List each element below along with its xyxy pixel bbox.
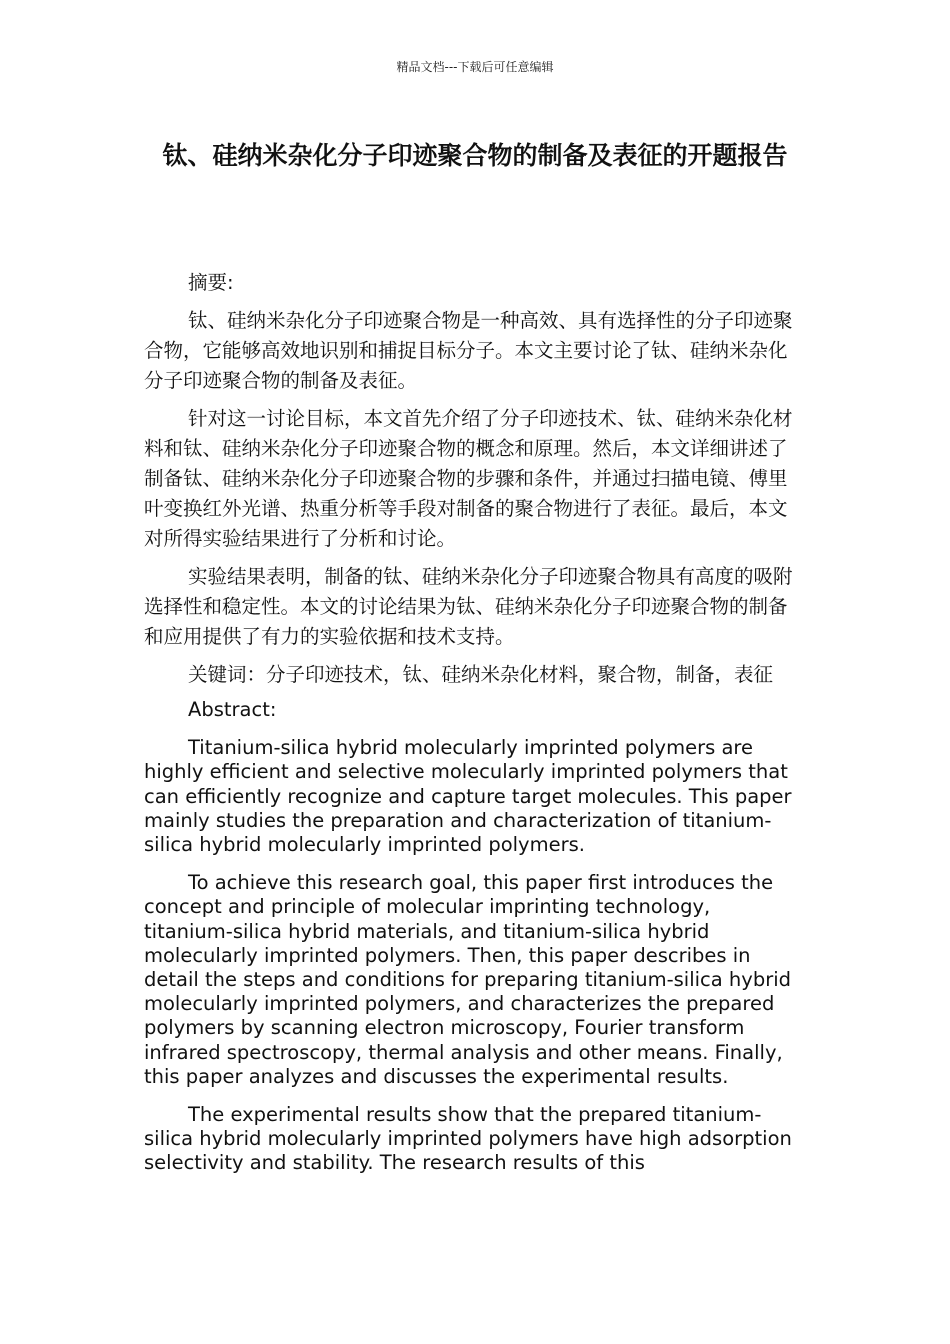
abstract-paragraph-en-2: To achieve this research goal, this paper first introduces the concept and principle of molecular imprinting technology, titanium-silica hybrid materials, and titanium-silica hybrid molecularly imprinted polymers. Then, this paper describes in detail the steps and conditions for preparing titanium-silica hybrid molecularly imprinted polymers, and characterizes the prepared polymers by scanning electron microscopy, Fourier transform infrared spectroscopy, thermal analysis and other means. Finally, this paper analyzes and discusses the experimental results. [144, 871, 792, 1088]
abstract-paragraph-zh-1: 钛、硅纳米杂化分子印迹聚合物是一种高效、具有选择性的分子印迹聚合物，它能够高效地识别和捕捉目标分子。本文主要讨论了钛、硅纳米杂化分子印迹聚合物的制备及表征。 [144, 309, 793, 392]
header-note: 精品文档---下载后可任意编辑 [396, 60, 554, 74]
abstract-paragraph-en-3: The experimental results show that the prepared titanium-silica hybrid molecularly imprinted polymers have high adsorption selectivity and stability. The research results of this [144, 1103, 792, 1175]
abstract-paragraph-zh-2: 针对这一讨论目标，本文首先介绍了分子印迹技术、钛、硅纳米杂化材料和钛、硅纳米杂化分子印迹聚合物的概念和原理。然后，本文详细讲述了制备钛、硅纳米杂化分子印迹聚合物的步骤和条件，并通过扫描电镜、傅里叶变换红外光谱、热重分析等手段对制备的聚合物进行了表征。最后，本文对所得实验结果进行了分析和讨论。 [144, 407, 793, 550]
abstract-label-zh: 摘要: [188, 271, 234, 294]
abstract-paragraph-zh-3: 实验结果表明，制备的钛、硅纳米杂化分子印迹聚合物具有高度的吸附选择性和稳定性。本文的讨论结果为钛、硅纳米杂化分子印迹聚合物的制备和应用提供了有力的实验依据和技术支持。 [144, 565, 793, 648]
abstract-paragraph-en-1: Titanium-silica hybrid molecularly imprinted polymers are highly efficient and selective molecularly imprinted polymers that can efficiently recognize and capture target molecules. This paper mainly studies the preparation and characterization of titanium-silica hybrid molecularly imprinted polymers. [144, 736, 792, 857]
keywords-zh: 关键词：分子印迹技术，钛、硅纳米杂化材料，聚合物，制备，表征 [188, 663, 774, 686]
document-body [144, 268, 804, 1190]
abstract-label-en: Abstract: [188, 698, 277, 721]
document-title: 钛、硅纳米杂化分子印迹聚合物的制备及表征的开题报告 [162, 141, 788, 170]
